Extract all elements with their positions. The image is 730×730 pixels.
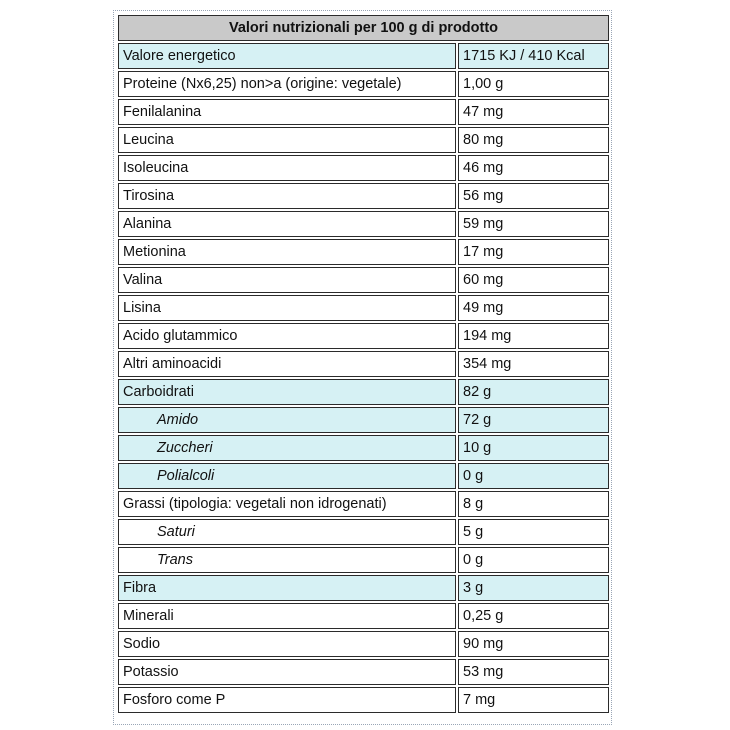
table-row: [118, 631, 609, 657]
table-row: [118, 295, 609, 321]
nutrient-name-cell: Amido: [118, 407, 456, 433]
nutrient-name-cell: Trans: [118, 547, 456, 573]
nutrient-name-cell: Carboidrati: [118, 379, 456, 405]
nutrient-value-cell: 354 mg: [458, 351, 609, 377]
nutrient-value-cell: 53 mg: [458, 659, 609, 685]
table-row: [118, 687, 609, 713]
nutrient-name-cell: Saturi: [118, 519, 456, 545]
nutrient-name-cell: Proteine (Nx6,25) non>a (origine: vegetale): [118, 71, 456, 97]
table-row: [118, 127, 609, 153]
table-row: [118, 463, 609, 489]
nutrient-name-cell: Fibra: [118, 575, 456, 601]
nutrient-value-cell: 0 g: [458, 547, 609, 573]
nutrient-value-cell: 72 g: [458, 407, 609, 433]
nutrient-name-cell: Lisina: [118, 295, 456, 321]
nutrient-name-cell: Alanina: [118, 211, 456, 237]
nutrient-name-cell: Sodio: [118, 631, 456, 657]
nutrient-value-cell: 46 mg: [458, 155, 609, 181]
nutrient-value-cell: 49 mg: [458, 295, 609, 321]
nutrient-value-cell: 17 mg: [458, 239, 609, 265]
table-row: [118, 435, 609, 461]
nutrient-value-cell: 3 g: [458, 575, 609, 601]
nutrient-value-cell: 80 mg: [458, 127, 609, 153]
nutrient-name-cell: Acido glutammico: [118, 323, 456, 349]
table-row: [118, 267, 609, 293]
nutrient-name-cell: Fosforo come P: [118, 687, 456, 713]
nutrition-table: [116, 13, 611, 715]
nutrient-value-cell: 194 mg: [458, 323, 609, 349]
nutrient-value-cell: 1715 KJ / 410 Kcal: [458, 43, 609, 69]
nutrient-value-cell: 90 mg: [458, 631, 609, 657]
nutrient-name-cell: Tirosina: [118, 183, 456, 209]
nutrient-name-cell: Altri aminoacidi: [118, 351, 456, 377]
nutrient-name-cell: Polialcoli: [118, 463, 456, 489]
nutrient-value-cell: 8 g: [458, 491, 609, 517]
table-row: [118, 323, 609, 349]
nutrient-name-cell: Valore energetico: [118, 43, 456, 69]
nutrient-value-cell: 0,25 g: [458, 603, 609, 629]
nutrient-value-cell: 10 g: [458, 435, 609, 461]
nutrient-value-cell: 0 g: [458, 463, 609, 489]
table-row: [118, 379, 609, 405]
table-row: [118, 43, 609, 69]
nutrient-name-cell: Potassio: [118, 659, 456, 685]
nutrient-value-cell: 56 mg: [458, 183, 609, 209]
table-row: [118, 491, 609, 517]
table-row: [118, 659, 609, 685]
nutrient-value-cell: 47 mg: [458, 99, 609, 125]
nutrient-value-cell: 5 g: [458, 519, 609, 545]
nutrient-name-cell: Metionina: [118, 239, 456, 265]
table-row: [118, 351, 609, 377]
nutrient-value-cell: 60 mg: [458, 267, 609, 293]
nutrient-value-cell: 1,00 g: [458, 71, 609, 97]
nutrient-name-cell: Valina: [118, 267, 456, 293]
table-row: [118, 211, 609, 237]
nutrient-name-cell: Leucina: [118, 127, 456, 153]
table-row: [118, 239, 609, 265]
table-row: [118, 547, 609, 573]
nutrient-name-cell: Grassi (tipologia: vegetali non idrogenati): [118, 491, 456, 517]
table-row: [118, 71, 609, 97]
nutrient-name-cell: Zuccheri: [118, 435, 456, 461]
table-header-row: [118, 15, 609, 41]
nutrient-value-cell: 82 g: [458, 379, 609, 405]
nutrient-name-cell: Fenilalanina: [118, 99, 456, 125]
nutrient-value-cell: 59 mg: [458, 211, 609, 237]
table-title: Valori nutrizionali per 100 g di prodotto: [118, 15, 609, 41]
table-row: [118, 155, 609, 181]
table-row: [118, 575, 609, 601]
nutrient-value-cell: 7 mg: [458, 687, 609, 713]
table-row: [118, 99, 609, 125]
table-row: [118, 407, 609, 433]
table-row: [118, 603, 609, 629]
nutrient-name-cell: Minerali: [118, 603, 456, 629]
table-row: [118, 519, 609, 545]
table-row: [118, 183, 609, 209]
table-body: [118, 43, 609, 713]
nutrient-name-cell: Isoleucina: [118, 155, 456, 181]
